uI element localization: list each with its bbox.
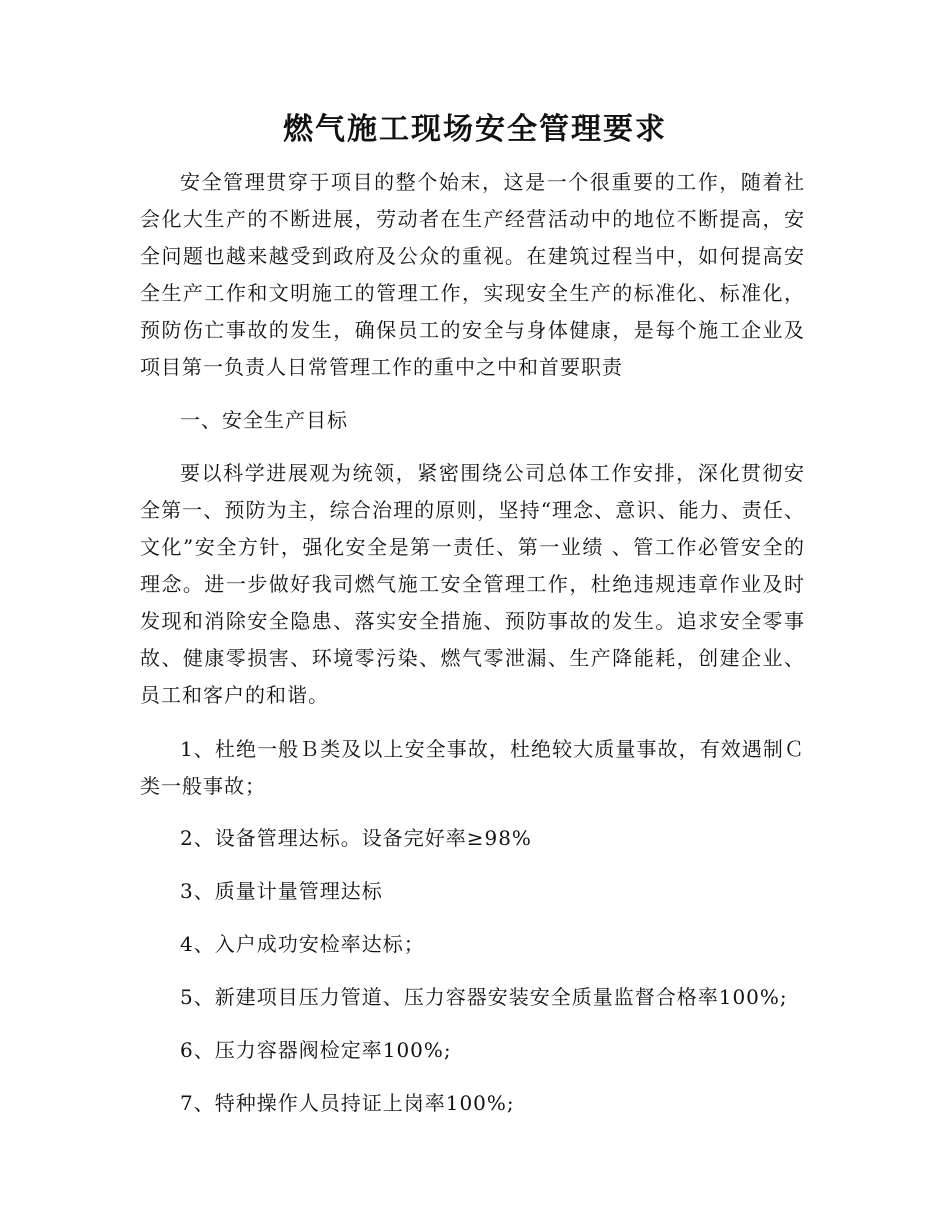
list-item: 4、入户成功安检率达标； (180, 932, 425, 956)
page-title: 燃气施工现场安全管理要求 (283, 112, 667, 147)
list-item: 7、特种操作人员持证上岗率100%; (180, 1091, 515, 1115)
section-paragraph: 要以科学进展观为统领，紧密围绕公司总体工作安排，深化贯彻安全第一、预防为主，综合治理的原则，坚持“理念、意识、能力、责任、文化”安全方针，强化安全是第一责任、第一业绩 、管工作必管安全的理念。进一步做好我司燃气施工安全管理工作，杜绝违规违章作业及时发现和消除安全隐患、落实安全措施、预防事故的发生。追求安全零事故、健康零损害、环境零污染、燃气零泄漏、生产降能耗，创建企业、员工和客户的和谐。 (140, 461, 805, 707)
section-heading: 一、安全生产目标 (180, 408, 348, 432)
list-item: 2、设备管理达标。设备完好率≥98% (180, 826, 532, 850)
list-item: 5、新建项目压力管道、压力容器安装安全质量监督合格率100%; (180, 985, 788, 1009)
list-item: 1、杜绝一般Ｂ类及以上安全事故，杜绝较大质量事故，有效遇制Ｃ类一般事故； (140, 737, 805, 798)
list-item: 6、压力容器阀检定率100%; (180, 1038, 452, 1062)
list-item: 3、质量计量管理达标 (180, 879, 383, 903)
intro-paragraph: 安全管理贯穿于项目的整个始末，这是一个很重要的工作，随着社会化大生产的不断进展，劳动者在生产经营活动中的地位不断提高，安全问题也越来越受到政府及公众的重视。在建筑过程当中，如何提高安全生产工作和文明施工的管理工作，实现安全生产的标准化、标准化，预防伤亡事故的发生，确保员工的安全与身体健康，是每个施工企业及项目第一负责人日常管理工作的重中之中和首要职责 (140, 170, 805, 379)
